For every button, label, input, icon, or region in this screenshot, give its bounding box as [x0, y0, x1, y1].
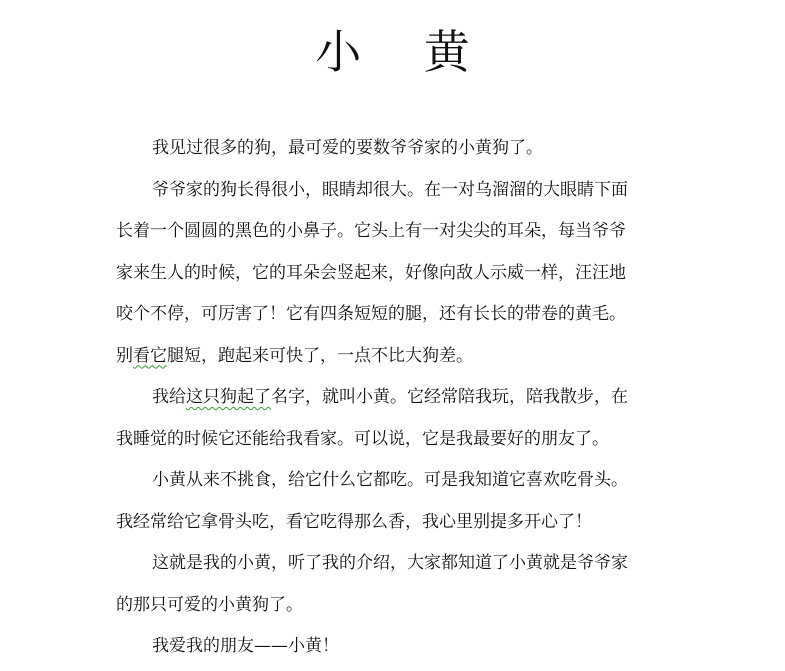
paragraph-4	[116, 460, 676, 543]
text-line-with-spellcheck	[116, 377, 676, 419]
text-line: 我经常给它拿骨头吃，看它吃得那么香，我心里别提多开心了！	[116, 511, 592, 532]
text-line: 爷爷家的狗长得很小，眼睛却很大。在一对乌溜溜的大眼睛下面	[152, 179, 628, 200]
text-segment: 名字，就叫小黄。它经常陪我玩，陪我散步，在	[271, 387, 628, 407]
text-line: 我见过很多的狗，最可爱的要数爷爷家的小黄狗了。	[152, 138, 543, 158]
text-line-with-spellcheck	[116, 336, 676, 378]
text-line: 小黄从来不挑食，给它什么它都吃。可是我知道它喜欢吃骨头。	[152, 470, 628, 490]
text-line: 家来生人的时候，它的耳朵会竖起来，好像向敌人示威一样，汪汪地	[116, 262, 626, 283]
text-segment: 我给	[152, 387, 186, 407]
text-line: 长着一个圆圆的黑色的小鼻子。它头上有一对尖尖的耳朵，每当爷爷	[116, 221, 626, 241]
document-title: 小 黄	[315, 25, 494, 79]
text-line: 这就是我的小黄，听了我的介绍，大家都知道了小黄就是爷爷家	[152, 553, 628, 573]
text-line: 咬个不停，可厉害了！它有四条短短的腿，还有长长的带卷的黄毛。	[116, 304, 626, 324]
paragraph-6	[116, 626, 676, 668]
paragraph-5	[116, 543, 676, 626]
paragraph-1	[116, 128, 676, 170]
text-line: 我睡觉的时候它还能给我看家。可以说，它是我最要好的朋友了。	[116, 428, 609, 449]
text-line: 的那只可爱的小黄狗了。	[116, 594, 303, 615]
document-body	[116, 128, 676, 668]
spellcheck-underline: 这只狗起了	[186, 387, 271, 407]
spellcheck-underline: 看它	[133, 345, 167, 366]
text-segment: 别	[116, 345, 133, 366]
text-line: 我爱我的朋友——小黄！	[152, 636, 339, 656]
paragraph-2	[116, 170, 676, 378]
text-segment: 腿短，跑起来可快了，一点不比大狗差。	[167, 345, 473, 366]
paragraph-3	[116, 377, 676, 460]
